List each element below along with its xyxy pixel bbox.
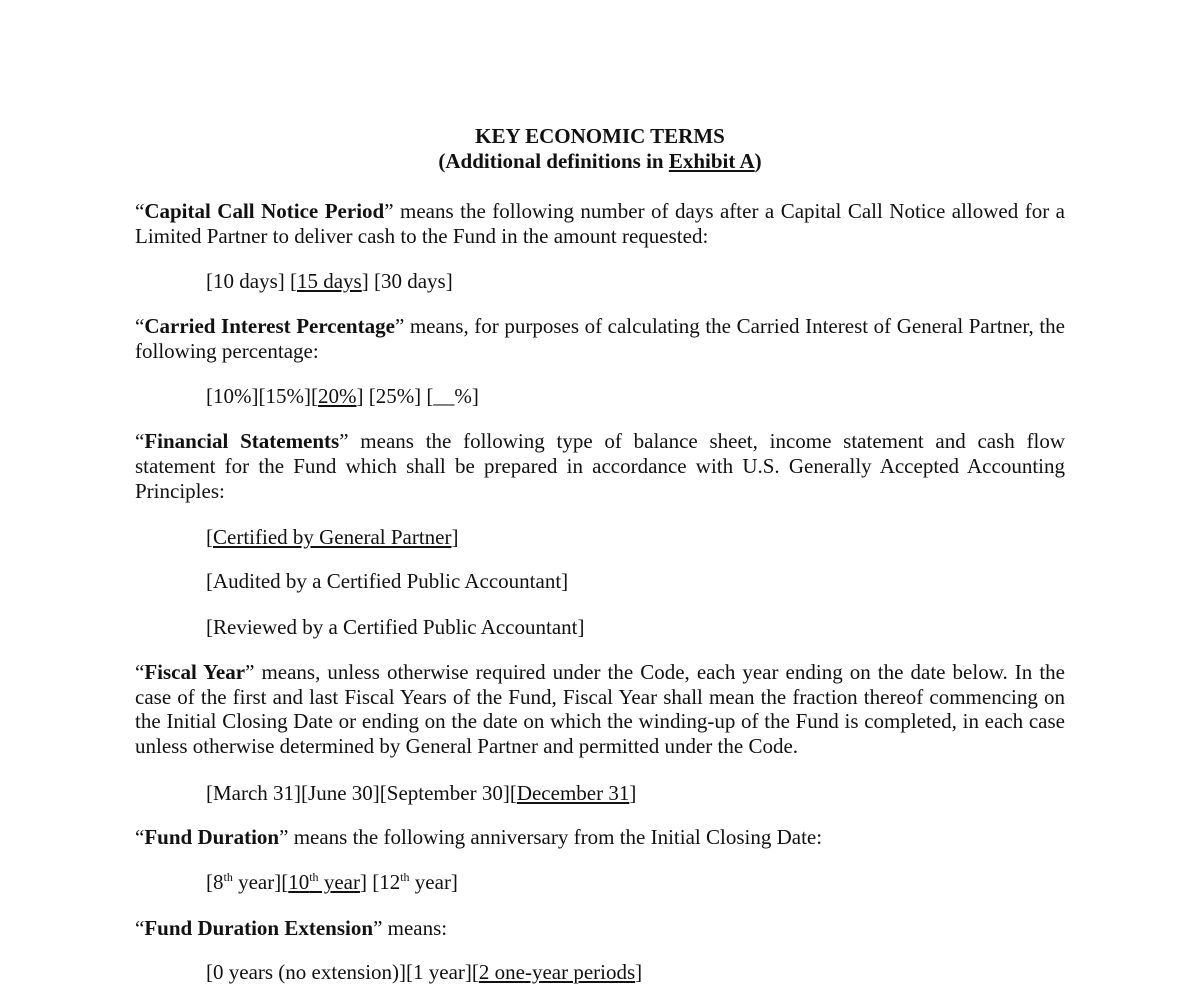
option-text: ] [635, 960, 643, 984]
term-fund-duration-extension: “Fund Duration Extension” means: [135, 916, 448, 940]
term-name: Capital Call Notice Period [144, 199, 385, 223]
option-text: [8 [206, 870, 224, 894]
option-segments [206, 525, 459, 549]
options-capital-call [206, 269, 1066, 294]
options-carried-interest [206, 384, 1066, 409]
term-name: Fiscal Year [144, 660, 246, 684]
option-text: ] [30 days] [361, 269, 453, 293]
option-text: [10 days] [ [206, 269, 297, 293]
term-fund-duration: “Fund Duration” means the following anniversary from the Initial Closing Date: [135, 825, 823, 849]
term-definition: means the following number of days after a Capital Call Notice allowed for a Limited Partner to deliver cash to the Fund in the amount requested: [135, 199, 1065, 248]
option-text: [March 31][June 30][September 30][ [206, 781, 517, 805]
option-text: year] [409, 870, 458, 894]
term-definition: means the following anniversary from the Initial Closing Date: [288, 825, 823, 849]
options-fiscal-year [206, 781, 1066, 806]
option-segments [206, 269, 453, 293]
selected-option [288, 870, 360, 894]
term-fiscal-year: “Fiscal Year” means, unless otherwise required under the Code, each year ending on the date below. In the case of the first and last Fiscal Years of the Fund, Fiscal Year shall mean the fraction thereof commencing on the Initial Closing Date or ending on the date on which the winding-up of the Fund is completed, in each case unless otherwise determined by General Partner and permitted under the Code. [135, 660, 1065, 759]
options-fund-duration [206, 870, 1066, 895]
option-text: year][ [232, 870, 289, 894]
exhibit-a-link[interactable]: Exhibit A [668, 149, 755, 173]
selected-option: Certified by General Partner [213, 525, 452, 549]
term-capital-call-notice-period: “Capital Call Notice Period” means the following number of days after a Capital Call Notice allowed for a Limited Partner to deliver cash to the Fund in the amount requested: [135, 199, 1065, 248]
option-text: [ [206, 525, 213, 549]
term-name: Carried Interest Percentage [144, 314, 395, 338]
term-financial-statements: “Financial Statements” means the following type of balance sheet, income statement and cash flow statement for the Fund which shall be prepared in accordance with U.S. Generally Accepted Accounting Principles: [135, 429, 1066, 503]
option-financial-reviewed: [Reviewed by a Certified Public Accountant] [206, 615, 585, 639]
option-segments [206, 781, 636, 805]
title-line-1: KEY ECONOMIC TERMS [475, 124, 725, 148]
title-line-2 [135, 149, 1065, 174]
term-name: Financial Statements [144, 429, 340, 453]
term-carried-interest-percentage: “Carried Interest Percentage” means, for purposes of calculating the Carried Interest of General Partner, the following percentage: [135, 314, 1066, 363]
option-text: year [318, 870, 360, 894]
term-definition: means, unless otherwise required under the Code, each year ending on the date below. In the case of the first and last Fiscal Years of the Fund, Fiscal Year shall mean the fraction thereof commencing on the Initial Closing Date or ending on the date on which the winding-up of the Fund is completed, in each case unless otherwise determined by General Partner and permitted under the Code. [135, 660, 1065, 759]
ordinal-suffix: th [223, 870, 233, 884]
option-text: ] [12 [359, 870, 401, 894]
option-text: [0 years (no extension)][1 year][ [206, 960, 479, 984]
option-segments [206, 384, 479, 408]
options-extension [206, 960, 1066, 985]
document-title [135, 124, 1065, 174]
option-text: ] [451, 525, 459, 549]
option-text: ] [25%] [__%] [356, 384, 479, 408]
ordinal-suffix: th [400, 870, 410, 884]
term-name: Fund Duration [144, 825, 280, 849]
term-definition: means, for purposes of calculating the Carried Interest of General Partner, the following percentage: [135, 314, 1066, 363]
title-line-2-prefix: (Additional definitions in [438, 149, 669, 173]
selected-option: 2 one-year periods [478, 960, 636, 984]
ordinal-suffix: th [309, 870, 319, 884]
term-definition: means the following type of balance sheet, income statement and cash flow statement for the Fund which shall be prepared in accordance with U.S. Generally Accepted Accounting Principles: [135, 429, 1066, 503]
option-text: ] [629, 781, 637, 805]
option-text: [10%][15%][ [206, 384, 318, 408]
selected-option: 20% [317, 384, 357, 408]
option-text: 10 [288, 870, 310, 894]
term-name: Fund Duration Extension [144, 916, 374, 940]
option-financial-audited: [Audited by a Certified Public Accountant] [206, 569, 569, 593]
option-financial-certified [206, 525, 1066, 550]
option-segments [206, 960, 642, 984]
selected-option: 15 days [296, 269, 362, 293]
selected-option: December 31 [516, 781, 630, 805]
term-definition: means: [382, 916, 448, 940]
title-line-2-suffix: ) [754, 149, 762, 173]
